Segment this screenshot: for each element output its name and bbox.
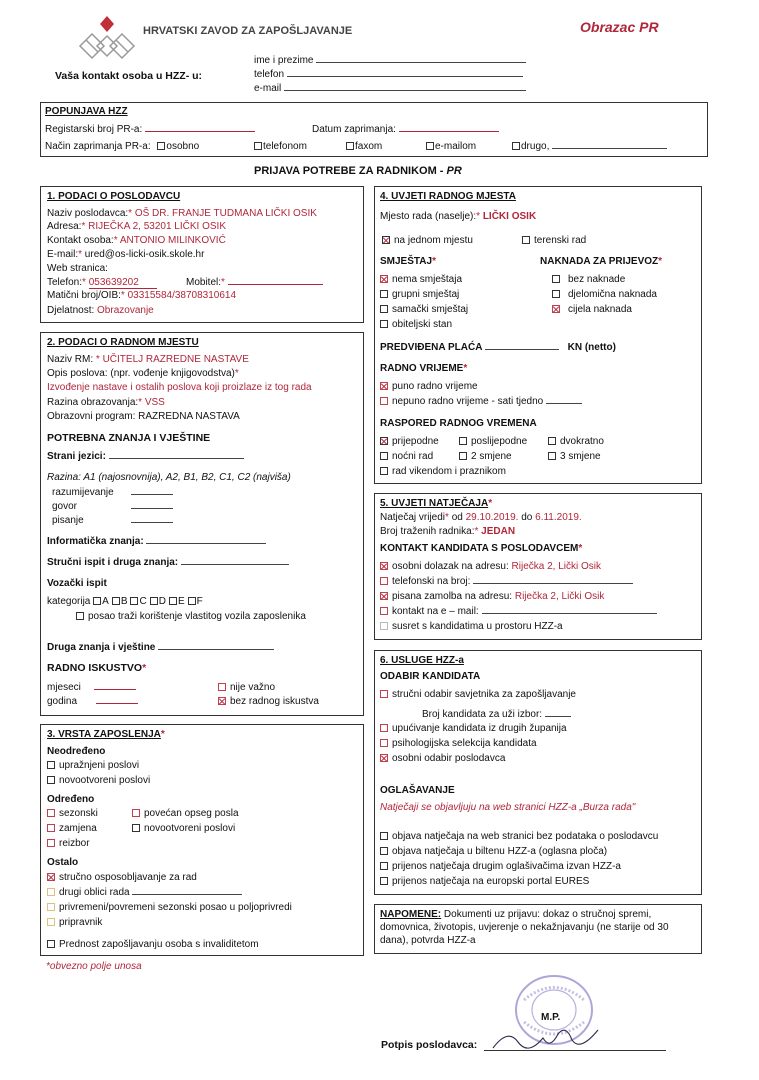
org-name: HRVATSKI ZAVOD ZA ZAPOŠLJAVANJE <box>143 25 353 37</box>
s5-susret-label: susret s kandidatima u prostoru HZZ-a <box>392 621 563 632</box>
s3-povecan-checkbox[interactable] <box>132 809 140 817</box>
s5-susret-checkbox[interactable] <box>380 622 388 630</box>
s4-mjesto-label: Mjesto rada (naselje): <box>380 211 477 222</box>
s3-prednost-label: Prednost zapošljavanju osoba s invaliditetom <box>59 939 259 950</box>
s3-title: 3. VRSTA ZAPOSLENJA* <box>47 729 165 740</box>
s1-mob-label: Mobitel: <box>186 277 222 288</box>
s6-upucivanje-label: upućivanje kandidata iz drugih županija <box>392 723 567 734</box>
s2-godina-label: godina <box>47 696 78 707</box>
s5-email-label: kontakt na e – mail: <box>392 606 479 617</box>
opt-osobno-checkbox[interactable] <box>157 142 165 150</box>
s2-kategorija-label: kategorija <box>47 596 91 607</box>
s4-bez-nak-label: bez naknade <box>568 274 626 285</box>
s6-title: 6. USLUGE HZZ-a <box>380 655 464 666</box>
s5-od-label: od <box>451 512 463 523</box>
s4-bez-nak-checkbox[interactable] <box>552 275 560 283</box>
s4-obiteljski-label: obiteljski stan <box>392 319 453 330</box>
s2-program: Obrazovni program: RAZREDNA NASTAVA <box>47 411 240 422</box>
s5-do-label: do <box>521 512 533 523</box>
s4-samacki-label: samački smještaj <box>392 304 469 315</box>
s4-nocni-checkbox[interactable] <box>380 452 388 460</box>
s3-drugi-field[interactable] <box>132 894 242 895</box>
contact-name-label: ime i prezime <box>254 55 314 66</box>
s4-djelom-label: djelomična naknada <box>568 289 657 300</box>
opt-faxom-label: faxom <box>355 141 383 152</box>
kategorija-a-checkbox[interactable] <box>93 597 101 605</box>
s2-jezici-label: Strani jezici: <box>47 451 106 462</box>
s4-nepuno-label: nepuno radno vrijeme - sati tjedno <box>392 396 544 407</box>
s2-govor-field[interactable] <box>131 508 173 509</box>
kategorija-c-label: C <box>139 596 147 607</box>
s4-nepuno-checkbox[interactable] <box>380 397 388 405</box>
s6-broj-uzi-field[interactable] <box>545 716 571 717</box>
s2-znanja-heading: POTREBNA ZNANJA I VJEŠTINE <box>47 432 211 444</box>
s4-nepuno-field[interactable] <box>546 403 582 404</box>
s3-strucno-checkbox[interactable] <box>47 873 55 881</box>
s6-osobni-checkbox[interactable] <box>380 754 388 762</box>
s6-o4-checkbox[interactable] <box>380 877 388 885</box>
s4-smjene3-checkbox[interactable] <box>548 452 556 460</box>
s6-o3-label: prijenos natječaja drugim oglašivačima izvan HZZ-a <box>392 861 621 872</box>
s2-vozacki-label: Vozački ispit <box>47 578 107 589</box>
s4-vikend-label: rad vikendom i praznikom <box>392 466 506 477</box>
s3-prednost-checkbox[interactable] <box>47 940 55 948</box>
kategorija-e-label: E <box>177 596 185 607</box>
s6-o2-label: objava natječaja u biltenu HZZ-a (oglasna ploča) <box>392 846 608 857</box>
hzz-logo <box>76 14 138 64</box>
s2-mjeseci-label: mjeseci <box>47 682 81 693</box>
method-label: Način zaprimanja PR-a: <box>45 141 151 152</box>
s4-smjene3-label: 3 smjene <box>560 451 601 462</box>
contact-label: Vaša kontakt osoba u HZZ- u: <box>55 70 203 82</box>
s2-druga-field[interactable] <box>158 649 274 650</box>
s4-cijela-label: cijela naknada <box>568 304 632 315</box>
s2-info-label: Informatička znanja: <box>47 536 144 547</box>
s5-do-value[interactable]: 6.11.2019. <box>535 512 582 523</box>
napomene: NAPOMENE: Dokumenti uz prijavu: dokaz o stručnoj spremi, domovnica, životopis, uvjerenje o nekažnjavanju (ne starije od 30 dana), potvrda HZZ-a <box>380 909 669 946</box>
opt-drugo-label: drugo, <box>521 141 550 152</box>
s4-obiteljski-checkbox[interactable] <box>380 320 388 328</box>
s5-pisana-checkbox[interactable] <box>380 592 388 600</box>
s2-jezici-field[interactable] <box>109 458 244 459</box>
s3-uprazn-label: upražnjeni poslovi <box>59 760 140 771</box>
s5-pisana-value[interactable]: Riječka 2, Lički Osik <box>514 591 605 602</box>
s1-adresa-label: Adresa: <box>47 221 82 232</box>
s3-reizbor-checkbox[interactable] <box>47 839 55 847</box>
s1-title: 1. PODACI O POSLODAVCU <box>47 191 181 202</box>
s1-tel-label: Telefon: <box>47 277 83 288</box>
s3-povecan-label: povećan opseg posla <box>144 808 239 819</box>
s2-mjeseci-field[interactable] <box>94 689 136 690</box>
kategorija-b-label: B <box>120 596 128 607</box>
opt-telefonom-label: telefonom <box>263 141 307 152</box>
s4-terenski-label: terenski rad <box>534 235 587 246</box>
s5-pisana-label: pisana zamolba na adresu: <box>392 591 513 602</box>
kategorija-f-checkbox[interactable] <box>188 597 196 605</box>
s2-iskustvo-heading: RADNO ISKUSTVO* <box>47 662 147 674</box>
s5-od-value[interactable]: 29.10.2019. <box>465 512 519 523</box>
s2-vozilo-label: posao traži korištenje vlastitog vozila zaposlenika <box>88 611 306 622</box>
potpis-label: Potpis poslodavca: <box>381 1039 478 1051</box>
s4-grupni-checkbox[interactable] <box>380 290 388 298</box>
s4-raspored-heading: RASPORED RADNOG VREMENA <box>380 418 537 429</box>
opt-faxom-checkbox[interactable] <box>346 142 354 150</box>
s2-druga-label: Druga znanja i vještine <box>47 642 156 653</box>
s2-pisanje-label: pisanje <box>52 515 84 526</box>
opt-telefonom-checkbox[interactable] <box>254 142 262 150</box>
kategorija-a-label: A <box>102 596 109 607</box>
s4-title: 4. UVJETI RADNOG MJESTA <box>380 191 516 202</box>
opt-email-label: e-mailom <box>435 141 477 152</box>
s5-broj-value[interactable]: JEDAN <box>481 526 516 537</box>
contact-name-field[interactable] <box>316 62 526 63</box>
s1-email-value[interactable]: ured@os-licki-osik.skole.hr <box>84 249 205 260</box>
obvezno-note: *obvezno polje unosa <box>46 961 142 972</box>
s2-godina-field[interactable] <box>96 703 138 704</box>
s6-o1-checkbox[interactable] <box>380 832 388 840</box>
s4-puno-label: puno radno vrijeme <box>392 381 478 392</box>
s4-poslijepodne-label: poslijepodne <box>471 436 528 447</box>
s4-na-jednom-label: na jednom mjestu <box>394 235 473 246</box>
s2-bez-iskustva-label: bez radnog iskustva <box>230 696 319 707</box>
napomene-text: Dokumenti uz prijavu: dokaz o stručnoj spremi, domovnica, životopis, uvjerenje o nekažnjavanju (ne starije od 30 dana), potvrda HZZ-a <box>380 909 669 946</box>
s1-mb-label: Matični broj/OIB: <box>47 290 121 301</box>
kategorija-f-label: F <box>196 596 203 607</box>
s4-naknada-heading: NAKNADA ZA PRIJEVOZ* <box>540 256 663 267</box>
s2-info-field[interactable] <box>146 543 266 544</box>
s2-rm-value[interactable]: UČITELJ RAZREDNE NASTAVE <box>102 354 249 365</box>
s3-uprazn-checkbox[interactable] <box>47 761 55 769</box>
s4-poslijepodne-checkbox[interactable] <box>459 437 467 445</box>
reg-field[interactable] <box>145 131 255 132</box>
contact-email-label: e-mail <box>254 83 282 94</box>
opt-email-checkbox[interactable] <box>426 142 434 150</box>
s4-djelom-checkbox[interactable] <box>552 290 560 298</box>
s5-title: 5. UVJETI NATJEČAJA* <box>380 498 493 509</box>
kategorija-b-checkbox[interactable] <box>112 597 120 605</box>
s6-o4-label: prijenos natječaja na europski portal EURES <box>392 876 590 887</box>
s5-vrijedi-label: Natječaj vrijedi <box>380 512 446 523</box>
s4-dvokratno-checkbox[interactable] <box>548 437 556 445</box>
s5-broj-label: Broj traženih radnika: <box>380 526 475 537</box>
s3-strucno-label: stručno osposobljavanje za rad <box>59 872 197 883</box>
s6-osobni-label: osobni odabir poslodavca <box>392 753 506 764</box>
s1-naziv-value[interactable]: OŠ DR. FRANJE TUDMANA LIČKI OSIK <box>134 208 317 219</box>
s4-grupni-label: grupni smještaj <box>392 289 460 300</box>
s3-odredeno: Određeno <box>47 794 95 805</box>
contact-phone-field[interactable] <box>287 76 523 77</box>
s3-ostalo: Ostalo <box>47 857 79 868</box>
s2-strucni-label: Stručni ispit i druga znanja: <box>47 557 179 568</box>
s3-zamjena-label: zamjena <box>59 823 97 834</box>
s4-nema-checkbox[interactable] <box>380 275 388 283</box>
s5-osobni-label: osobni dolazak na adresu: <box>392 561 509 572</box>
s2-nije-vazno-checkbox[interactable] <box>218 683 226 691</box>
s4-dvokratno-label: dvokratno <box>560 436 604 447</box>
s4-nocni-label: noćni rad <box>392 451 434 462</box>
s4-na-jednom-checkbox[interactable] <box>382 236 390 244</box>
s6-oglas-heading: OGLAŠAVANJE <box>380 785 455 796</box>
s2-opis-value[interactable]: Izvođenje nastave i ostalih poslova koji proizlaze iz tog rada <box>47 382 312 393</box>
s4-prijepodne-checkbox[interactable] <box>380 437 388 445</box>
s5-osobni-value[interactable]: Riječka 2, Lički Osik <box>511 561 601 572</box>
s4-terenski-checkbox[interactable] <box>522 236 530 244</box>
s3-drugi-label: drugi oblici rada <box>59 887 130 898</box>
kategorija-e-checkbox[interactable] <box>169 597 177 605</box>
s1-djel-value[interactable]: Obrazovanje <box>97 305 154 316</box>
s3-zamjena-checkbox[interactable] <box>47 824 55 832</box>
s3-reizbor-label: reizbor <box>59 838 90 849</box>
s6-o1-label: objava natječaja na web stranici bez podataka o poslodavcu <box>392 831 659 842</box>
s3-pripravnik-checkbox[interactable] <box>47 918 55 926</box>
s1-kontakt-value[interactable]: ANTONIO MILINKOVIĆ <box>119 235 226 246</box>
s5-telefonski-label: telefonski na broj: <box>392 576 471 587</box>
s6-broj-uzi-label: Broj kandidata za uži izbor: <box>422 709 543 720</box>
s4-prijepodne-label: prijepodne <box>392 436 439 447</box>
s2-razumijevanje-label: razumijevanje <box>52 487 114 498</box>
s1-kontakt-label: Kontakt osoba: <box>47 235 114 246</box>
s3-novoot-label: novootvoreni poslovi <box>59 775 151 786</box>
s5-kontakt-heading: KONTAKT KANDIDATA S POSLODAVCEM* <box>380 543 583 554</box>
kategorija-c-checkbox[interactable] <box>130 597 138 605</box>
s3-drugi-checkbox[interactable] <box>47 888 55 896</box>
s2-razumijevanje-field[interactable] <box>131 494 173 495</box>
s5-osobni-checkbox[interactable] <box>380 562 388 570</box>
s5-telefonski-checkbox[interactable] <box>380 577 388 585</box>
contact-phone-label: telefon <box>254 69 285 80</box>
s6-upucivanje-checkbox[interactable] <box>380 724 388 732</box>
s3-sezonski-label: sezonski <box>59 808 98 819</box>
s6-strucni-checkbox[interactable] <box>380 690 388 698</box>
s2-bez-iskustva-checkbox[interactable] <box>218 697 226 705</box>
s4-nema-label: nema smještaja <box>392 274 463 285</box>
date-field[interactable] <box>399 131 499 132</box>
mp-label: M.P. <box>541 1012 561 1023</box>
s4-placa-field[interactable] <box>485 349 559 350</box>
hzz-title: POPUNJAVA HZZ <box>45 106 128 117</box>
s1-tel-value[interactable]: 053639202 <box>89 277 157 289</box>
s3-novoot-checkbox[interactable] <box>47 776 55 784</box>
contact-email-field[interactable] <box>284 90 526 91</box>
s1-mb-value[interactable]: 03315584/38708310614 <box>127 290 237 301</box>
s6-psiholoska-label: psihologijska selekcija kandidata <box>392 738 537 749</box>
s3-privremeni-label: privremeni/povremeni sezonski posao u poljoprivredi <box>59 902 292 913</box>
kategorija-d-checkbox[interactable] <box>150 597 158 605</box>
section-6-box <box>374 650 702 895</box>
s5-telefonski-field[interactable] <box>473 583 633 584</box>
s4-vikend-checkbox[interactable] <box>380 467 388 475</box>
s1-mob-field[interactable] <box>228 284 323 285</box>
s2-title: 2. PODACI O RADNOM MJESTU <box>47 337 199 348</box>
s3-neodredeno: Neodređeno <box>47 746 106 757</box>
form-code: Obrazac PR <box>580 19 659 35</box>
s2-razina-value[interactable]: VSS <box>144 397 165 408</box>
s1-djel-label: Djelatnost: <box>47 305 95 316</box>
kategorija-d-label: D <box>158 596 166 607</box>
s6-strucni-label: stručni odabir savjetnika za zapošljavanje <box>392 689 576 700</box>
s4-kn-label: KN (netto) <box>567 342 616 353</box>
s3-novoot2-label: novootvoreni poslovi <box>144 823 236 834</box>
s4-smjene2-checkbox[interactable] <box>459 452 467 460</box>
s2-nije-vazno-label: nije važno <box>230 682 276 693</box>
s6-psiholoska-checkbox[interactable] <box>380 739 388 747</box>
s2-govor-label: govor <box>52 501 78 512</box>
s6-odabir-heading: ODABIR KANDIDATA <box>380 671 481 682</box>
signature-image <box>488 1020 608 1056</box>
s6-o3-checkbox[interactable] <box>380 862 388 870</box>
s2-razina-jez: Razina: A1 (najosnovnija), A2, B1, B2, C1, C2 (najviša) <box>47 472 291 483</box>
s4-puno-checkbox[interactable] <box>380 382 388 390</box>
s3-privremeni-checkbox[interactable] <box>47 903 55 911</box>
opt-drugo-field[interactable] <box>552 148 667 149</box>
s4-mjesto-value[interactable]: LIČKI OSIK <box>482 211 537 222</box>
s4-smjene2-label: 2 smjene <box>471 451 512 462</box>
s2-kategorija-row <box>47 596 206 607</box>
s4-vrijeme-heading: RADNO VRIJEME* <box>380 363 468 374</box>
s2-opis-label: Opis poslova: (npr. vođenje knjigovodstva) <box>47 368 235 379</box>
s2-vozilo-checkbox[interactable] <box>76 612 84 620</box>
s1-adresa-value[interactable]: RIJEČKA 2, 53201 LIČKI OSIK <box>88 221 226 232</box>
s6-oglas-note: Natječaji se objavljuju na web stranici HZZ-a „Burza rada" <box>380 802 636 813</box>
s5-email-field[interactable] <box>482 613 657 614</box>
s1-email-label: E-mail: <box>47 249 79 260</box>
s6-o2-checkbox[interactable] <box>380 847 388 855</box>
s4-placa-label: PREDVIĐENA PLAĆA <box>380 342 483 353</box>
reg-label: Registarski broj PR-a: <box>45 124 143 135</box>
s1-web-label: Web stranica: <box>47 263 108 274</box>
s4-cijela-checkbox[interactable] <box>552 305 560 313</box>
date-label: Datum zaprimanja: <box>312 124 396 135</box>
s2-rm-label: Naziv RM: <box>47 354 94 365</box>
s3-novoot2-checkbox[interactable] <box>132 824 140 832</box>
s3-pripravnik-label: pripravnik <box>59 917 103 928</box>
s4-smjestaj-heading: SMJEŠTAJ* <box>380 256 436 267</box>
opt-drugo-checkbox[interactable] <box>512 142 520 150</box>
s1-naziv-label: Naziv poslodavca: <box>47 208 129 219</box>
s4-samacki-checkbox[interactable] <box>380 305 388 313</box>
opt-osobno-label: osobno <box>166 141 200 152</box>
s2-strucni-field[interactable] <box>181 564 289 565</box>
main-title: PRIJAVA POTREBE ZA RADNIKOM - PR <box>254 165 462 177</box>
s2-razina-label: Razina obrazovanja: <box>47 397 139 408</box>
s2-pisanje-field[interactable] <box>131 522 173 523</box>
s5-email-checkbox[interactable] <box>380 607 388 615</box>
s3-sezonski-checkbox[interactable] <box>47 809 55 817</box>
